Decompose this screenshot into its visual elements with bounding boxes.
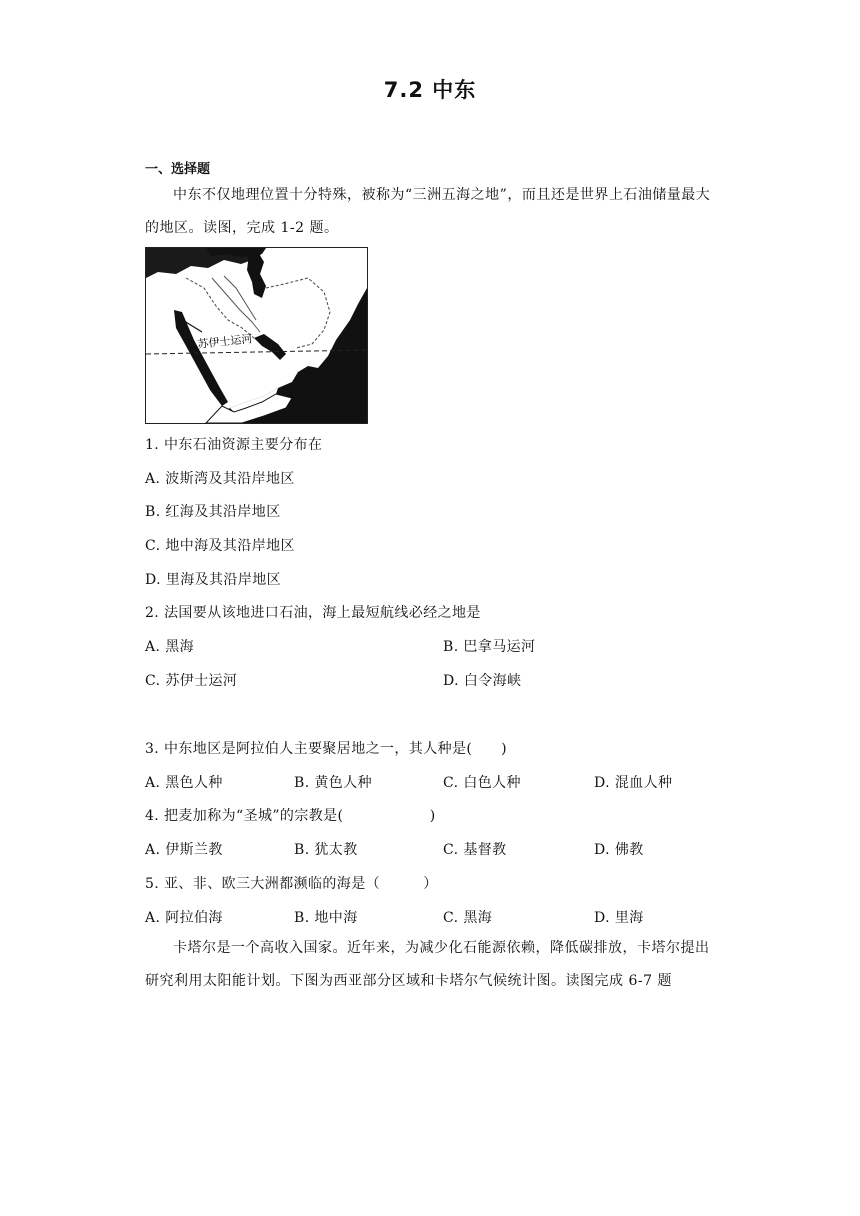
question-5-option-c: C. 黑海 xyxy=(443,910,493,926)
question-5-stem: 5. 亚、非、欧三大洲都濒临的海是（ ） xyxy=(145,876,438,892)
question-1-option-a: A. 波斯湾及其沿岸地区 xyxy=(145,471,295,487)
question-4-stem: 4. 把麦加称为“圣城”的宗教是( ) xyxy=(145,808,436,824)
question-5-option-d: D. 里海 xyxy=(594,910,644,926)
question-1-option-d: D. 里海及其沿岸地区 xyxy=(145,572,282,588)
map-drawing xyxy=(146,248,367,423)
question-4-option-d: D. 佛教 xyxy=(594,842,644,858)
question-1-option-c: C. 地中海及其沿岸地区 xyxy=(145,538,295,554)
question-4-option-c: C. 基督教 xyxy=(443,842,507,858)
question-2-stem: 2. 法国要从该地进口石油，海上最短航线必经之地是 xyxy=(145,605,481,621)
question-5-option-a: A. 阿拉伯海 xyxy=(145,910,223,926)
question-3-option-a: A. 黑色人种 xyxy=(145,775,223,791)
question-5-option-b: B. 地中海 xyxy=(294,910,358,926)
question-2-option-b: B. 巴拿马运河 xyxy=(443,639,536,655)
intro-paragraph-2: 卡塔尔是一个高收入国家。近年来，为减少化石能源依赖，降低碳排放，卡塔尔提出研究利用太阳能计划。下图为西亚部分区域和卡塔尔气候统计图。读图完成 6-7 题 xyxy=(145,940,710,989)
question-2-option-a: A. 黑海 xyxy=(145,639,195,655)
question-3-option-c: C. 白色人种 xyxy=(443,775,521,791)
question-3-stem: 3. 中东地区是阿拉伯人主要聚居地之一，其人种是( ) xyxy=(145,741,507,757)
document-title: 7.2 中东 xyxy=(383,78,477,102)
question-1-option-b: B. 红海及其沿岸地区 xyxy=(145,504,281,520)
section-heading: 一、选择题 xyxy=(145,162,211,177)
question-2-option-d: D. 白令海峡 xyxy=(443,673,522,689)
question-3-option-d: D. 混血人种 xyxy=(594,775,673,791)
question-2-option-c: C. 苏伊士运河 xyxy=(145,673,238,689)
question-4-option-b: B. 犹太教 xyxy=(294,842,358,858)
middle-east-map xyxy=(145,247,368,424)
map-canal-label: 苏伊士运河 xyxy=(196,332,254,351)
question-1-stem: 1. 中东石油资源主要分布在 xyxy=(145,437,323,453)
question-3-option-b: B. 黄色人种 xyxy=(294,775,372,791)
intro-paragraph-1: 中东不仅地理位置十分特殊，被称为“三洲五海之地”，而且还是世界上石油储量最大的地区。读图，完成 1-2 题。 xyxy=(145,187,711,236)
question-4-option-a: A. 伊斯兰教 xyxy=(145,842,223,858)
